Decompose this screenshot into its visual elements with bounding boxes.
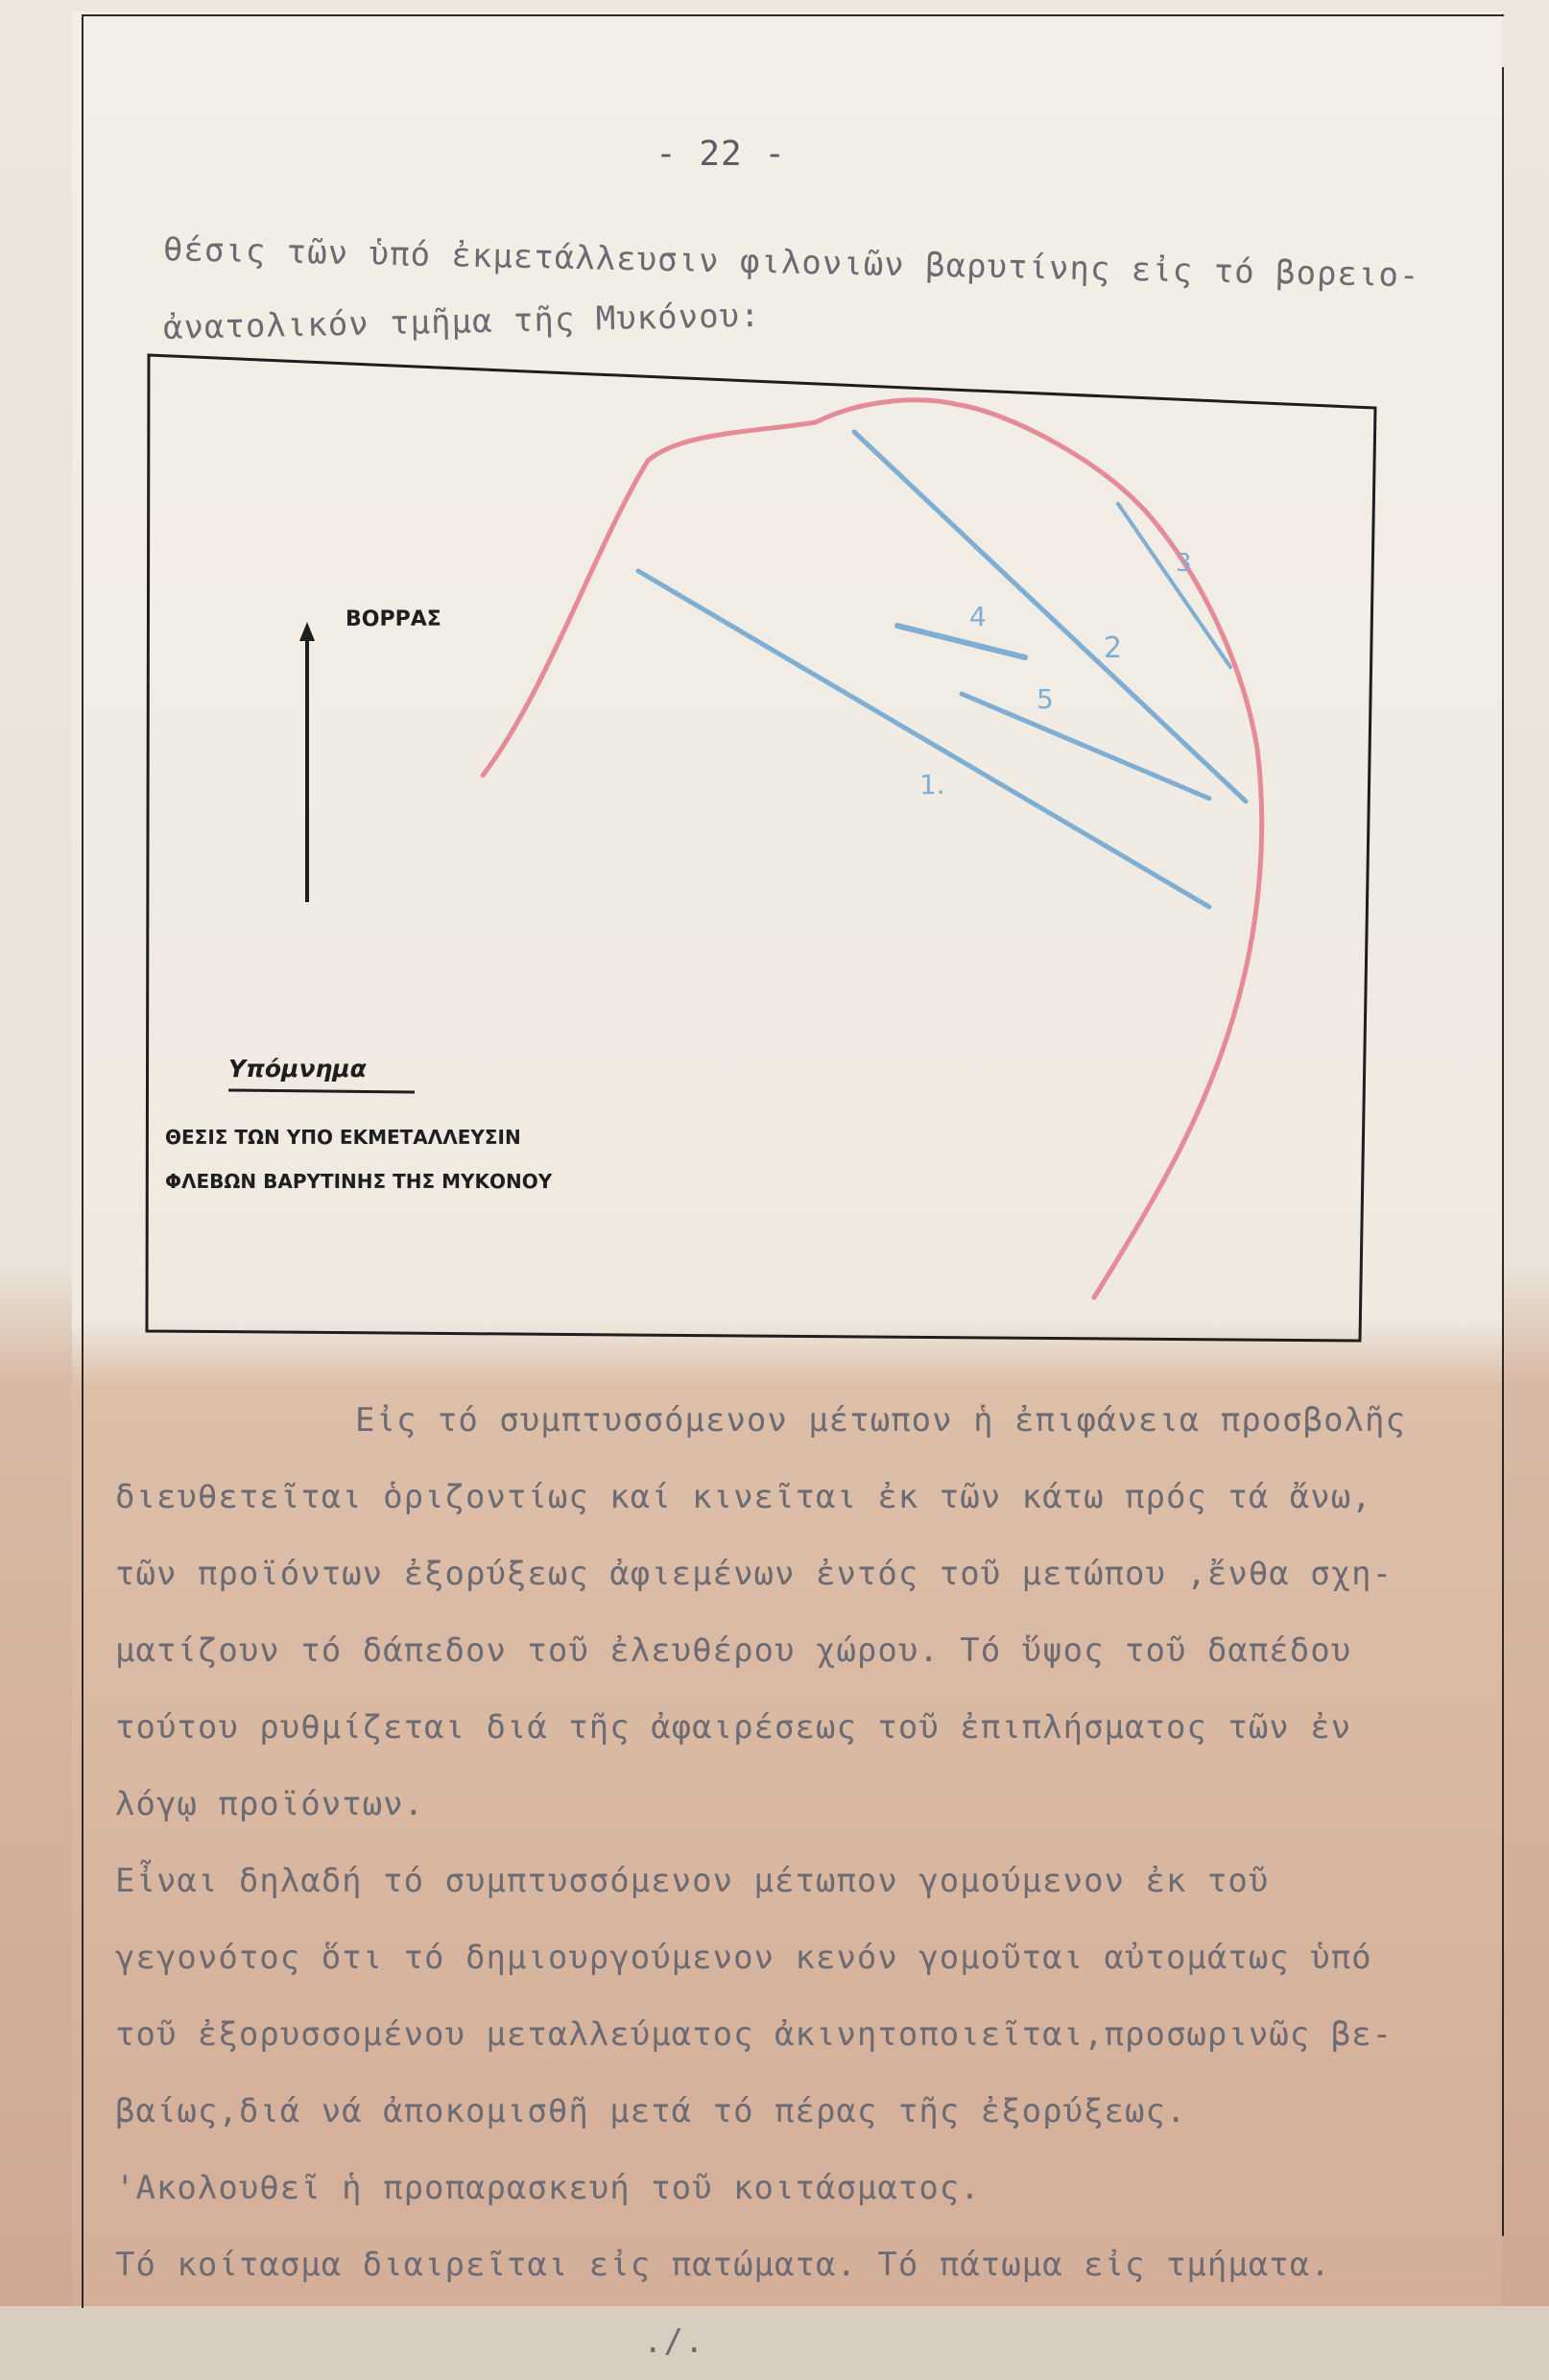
body-line: γεγονότος ὅτι τό δημιουργούμενον κενόν γομοῦται αὐτομάτως ὑπό (115, 1939, 1372, 1977)
body-line: διευθετεῖται ὁριζοντίως καί κινεῖται ἐκ τῶν κάτω πρός τά ἄνω, (115, 1478, 1372, 1516)
body-line: ματίζουν τό δάπεδον τοῦ ἐλευθέρου χώρου. Τό ὕψος τοῦ δαπέδου (115, 1631, 1352, 1670)
figure-caption-line-2: ἀνατολικόν τμῆμα τῆς Μυκόνου: (162, 296, 761, 347)
body-line: τῶν προϊόντων ἐξορύξεως ἀφιεμένων ἐντός τοῦ μετώπου ,ἔνθα σχη- (115, 1555, 1394, 1593)
coastline-line (483, 400, 1262, 1297)
body-line: 'Ακολουθεῖ ἡ προπαρασκευή τοῦ κοιτάσματος. (115, 2169, 981, 2207)
legend-title-underline (228, 1090, 415, 1092)
legend-title: Υπόμνημα (228, 1055, 367, 1083)
body-line: λόγῳ προϊόντων. (115, 1785, 425, 1823)
body-line: Εἰς τό συμπτυσσόμενον μέτωπον ἡ ἐπιφάνεια προσβολῆς (355, 1401, 1406, 1440)
right-margin-rule (1502, 67, 1504, 2236)
legend-line-2: ΦΛΕΒΩΝ ΒΑΡΥΤΙΝΗΣ ΤΗΣ ΜΥΚΟΝΟΥ (165, 1170, 553, 1193)
north-label: ΒΟΡΡΑΣ (346, 607, 441, 631)
body-line: Εἶναι δηλαδή τό συμπτυσσόμενον μέτωπον γομούμενον ἐκ τοῦ (115, 1862, 1270, 1900)
legend-line-1: ΘΕΣΙΣ ΤΩΝ ΥΠΟ ΕΚΜΕΤΑΛΛΕΥΣΙΝ (165, 1126, 521, 1149)
page-number: - 22 - (655, 134, 787, 174)
vein-1-line (638, 571, 1209, 907)
body-line: τοῦ ἐξορυσσομένου μεταλλεύματος ἀκινητοποιεῖται,προσωρινῶς βε- (115, 2015, 1394, 2054)
continuation-mark: ./. (643, 2322, 705, 2361)
vein-4-label: 4 (969, 601, 987, 632)
vein-2-label: 2 (1104, 631, 1123, 665)
north-arrow-head-icon (299, 622, 315, 641)
body-line: Τό κοίτασμα διαιρεῖται εἰς πατώματα. Τό πάτωμα εἰς τμήματα. (115, 2246, 1331, 2284)
vein-5-label: 5 (1037, 683, 1054, 715)
body-line: τούτου ρυθμίζεται διά τῆς ἀφαιρέσεως τοῦ ἐπιπλήσματος τῶν ἐν (115, 1708, 1352, 1747)
figure-caption-line-1: θέσις τῶν ὑπό ἐκμετάλλευσιν φιλονιῶν βαρυτίνης εἰς τό βορειο- (162, 230, 1420, 296)
vein-1-label: 1. (919, 769, 945, 800)
body-line: βαίως,διά νά ἀποκομισθῆ μετά τό πέρας τῆς ἐξορύξεως. (115, 2092, 1187, 2130)
vein-3-label: 3 (1176, 549, 1192, 578)
vein-2-line (854, 432, 1246, 801)
vein-3-line (1118, 504, 1230, 667)
body-paragraphs (115, 1382, 1478, 2380)
vein-4-line (897, 626, 1025, 657)
mykonos-vein-map (144, 345, 1392, 1353)
